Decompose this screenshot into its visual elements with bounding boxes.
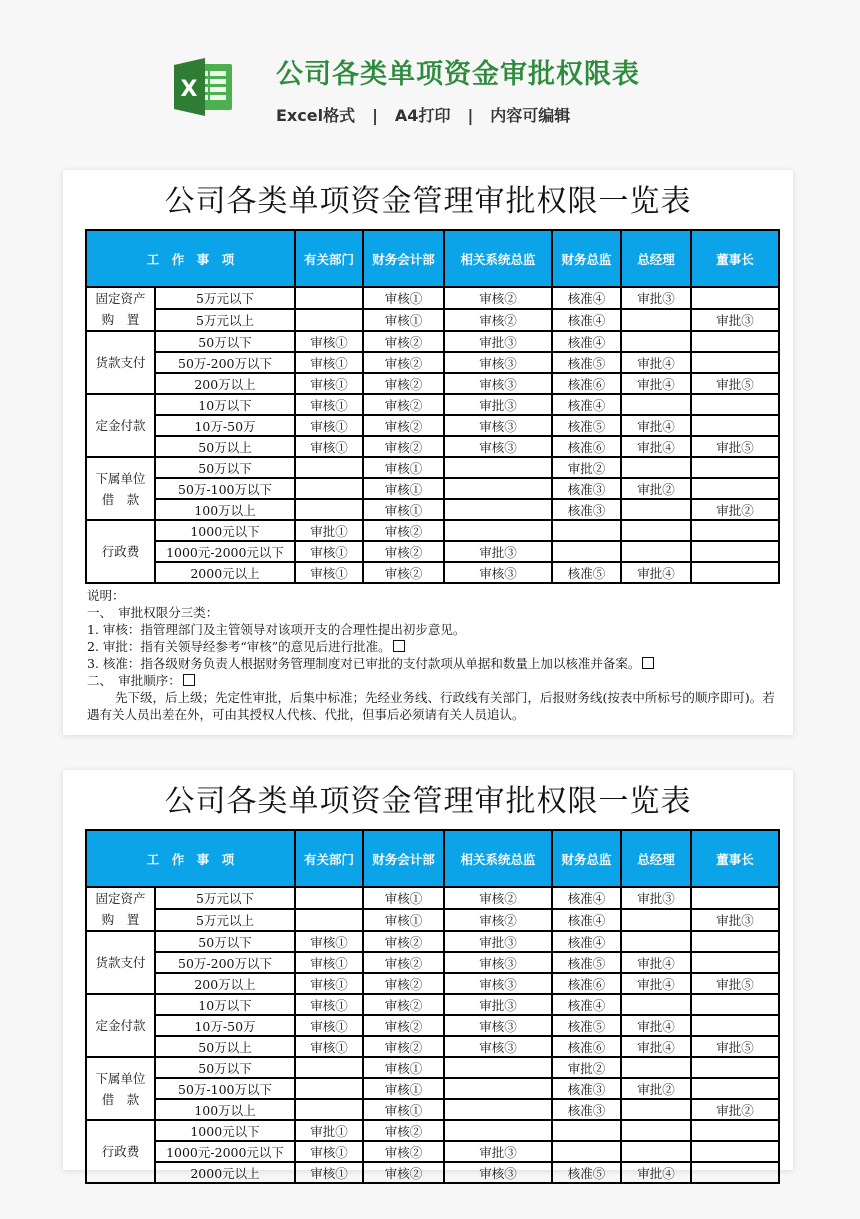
- approval-cell: [295, 1057, 363, 1078]
- column-header: 工 作 事 项: [86, 230, 295, 287]
- approval-cell: [444, 520, 552, 541]
- category-label: 行政费: [101, 1144, 140, 1159]
- table-row: [86, 520, 779, 541]
- checkbox-icon: [393, 640, 405, 652]
- column-header: 有关部门: [295, 230, 363, 287]
- approval-cell: 审核①: [363, 1099, 444, 1120]
- table-row: [86, 1141, 779, 1162]
- separator: |: [467, 106, 474, 125]
- category-label: 固定资产: [95, 291, 146, 306]
- notes-item-2-text: 2. 审批：指有关领导经参考“审核”的意见后进行批准。: [87, 639, 391, 654]
- approval-cell: [552, 541, 621, 562]
- header-row: [86, 830, 779, 887]
- approval-cell: 审核①: [363, 499, 444, 520]
- document-page-1: [63, 170, 793, 735]
- approval-cell: [295, 478, 363, 499]
- approval-cell: 审核③: [444, 352, 552, 373]
- approval-cell: 审批⑤: [691, 373, 779, 394]
- category-cell: [86, 394, 155, 457]
- approval-cell: 审核②: [363, 1120, 444, 1141]
- approval-cell: [295, 309, 363, 331]
- approval-cell: [691, 457, 779, 478]
- table-row: [86, 541, 779, 562]
- table-row: [86, 415, 779, 436]
- approval-cell: 核准③: [552, 1078, 621, 1099]
- approval-cell: 审批④: [621, 1162, 691, 1183]
- range-cell: 100万以上: [155, 499, 295, 520]
- table-row: [86, 457, 779, 478]
- approval-cell: [621, 457, 691, 478]
- notes-heading: 说明：: [87, 588, 125, 603]
- approval-cell: [621, 541, 691, 562]
- approval-cell: 审核②: [363, 520, 444, 541]
- approval-cell: 审核③: [444, 415, 552, 436]
- approval-cell: 审核③: [444, 1162, 552, 1183]
- approval-cell: [621, 1099, 691, 1120]
- approval-cell: [691, 541, 779, 562]
- approval-cell: [691, 1078, 779, 1099]
- category-label: 购 置: [101, 312, 140, 327]
- column-header: 董事长: [691, 230, 779, 287]
- table-row: [86, 394, 779, 415]
- table-row: [86, 931, 779, 952]
- column-header: 有关部门: [295, 830, 363, 887]
- approval-cell: [691, 287, 779, 309]
- approval-cell: 审核③: [444, 952, 552, 973]
- approval-cell: 核准④: [552, 931, 621, 952]
- table-row: [86, 973, 779, 994]
- range-cell: 2000元以上: [155, 1162, 295, 1183]
- badge-print: A4打印: [394, 106, 451, 125]
- approval-cell: 核准⑥: [552, 1036, 621, 1057]
- approval-cell: [621, 1141, 691, 1162]
- approval-cell: [691, 1057, 779, 1078]
- approval-cell: [295, 1078, 363, 1099]
- range-cell: 200万以上: [155, 973, 295, 994]
- approval-cell: [621, 331, 691, 352]
- approval-cell: 审核③: [444, 973, 552, 994]
- approval-cell: 核准⑤: [552, 952, 621, 973]
- approval-cell: [621, 1120, 691, 1141]
- approval-table: [85, 829, 780, 1184]
- approval-cell: [691, 1141, 779, 1162]
- range-cell: 2000元以上: [155, 562, 295, 583]
- approval-table: [85, 229, 780, 584]
- category-label: 借 款: [101, 491, 140, 507]
- notes-section-1: 一、 审批权限分三类：: [87, 605, 219, 620]
- range-cell: 1000元-2000元以下: [155, 541, 295, 562]
- range-cell: 10万-50万: [155, 1015, 295, 1036]
- category-cell: [86, 931, 155, 994]
- category-label: 定金付款: [95, 1018, 146, 1033]
- approval-cell: 审批③: [691, 909, 779, 931]
- approval-cell: 审核②: [444, 887, 552, 909]
- approval-cell: [691, 331, 779, 352]
- approval-cell: 核准④: [552, 309, 621, 331]
- approval-cell: 审核③: [444, 1015, 552, 1036]
- range-cell: 1000元以下: [155, 1120, 295, 1141]
- range-cell: 10万以下: [155, 994, 295, 1015]
- approval-cell: 审核①: [295, 331, 363, 352]
- approval-cell: [552, 520, 621, 541]
- table-row: [86, 909, 779, 931]
- table-row: [86, 1162, 779, 1183]
- approval-cell: 核准⑤: [552, 415, 621, 436]
- approval-cell: 审核②: [363, 415, 444, 436]
- range-cell: 5万元以下: [155, 887, 295, 909]
- range-cell: 100万以上: [155, 1099, 295, 1120]
- approval-cell: 核准④: [552, 909, 621, 931]
- approval-cell: 审核②: [363, 1141, 444, 1162]
- approval-cell: 审批③: [691, 309, 779, 331]
- table-row: [86, 887, 779, 909]
- range-cell: 50万以下: [155, 331, 295, 352]
- approval-cell: 核准③: [552, 478, 621, 499]
- approval-cell: 审核①: [295, 994, 363, 1015]
- document-title: 公司各类单项资金管理审批权限一览表: [164, 184, 692, 219]
- category-cell: [86, 1120, 155, 1183]
- approval-cell: 审核①: [295, 931, 363, 952]
- notes-item-3-text: 3. 核准：指各级财务负责人根据财务管理制度对已审批的支付款项从单据和数量上加以核准并备案。: [87, 656, 641, 671]
- approval-cell: 审批③: [444, 994, 552, 1015]
- approval-cell: 审核③: [444, 436, 552, 457]
- approval-cell: 审核①: [363, 909, 444, 931]
- approval-cell: 核准④: [552, 887, 621, 909]
- approval-cell: 审核②: [363, 1036, 444, 1057]
- banner-title: 公司各类单项资金审批权限表: [276, 59, 640, 90]
- range-cell: 50万以下: [155, 457, 295, 478]
- table-row: [86, 499, 779, 520]
- category-label: 行政费: [101, 544, 140, 559]
- table-row: [86, 1057, 779, 1078]
- table-row: [86, 562, 779, 583]
- approval-cell: 审批③: [444, 394, 552, 415]
- approval-cell: 审核①: [295, 415, 363, 436]
- approval-cell: 审核①: [295, 1015, 363, 1036]
- approval-cell: 核准⑤: [552, 352, 621, 373]
- banner: [0, 0, 860, 150]
- approval-cell: 审核②: [363, 1015, 444, 1036]
- approval-cell: [295, 887, 363, 909]
- approval-cell: 审核②: [363, 1162, 444, 1183]
- approval-cell: 审批②: [691, 499, 779, 520]
- approval-cell: 核准⑥: [552, 436, 621, 457]
- approval-cell: 审核①: [363, 287, 444, 309]
- approval-cell: [621, 994, 691, 1015]
- approval-cell: 审核②: [444, 309, 552, 331]
- checkbox-icon: [183, 674, 195, 686]
- range-cell: 200万以上: [155, 373, 295, 394]
- header-row: [86, 230, 779, 287]
- notes-section-2-text: 二、 审批顺序：: [87, 673, 181, 688]
- document-page-2: [63, 770, 793, 1181]
- notes-item-3: [87, 655, 777, 672]
- approval-cell: [295, 1099, 363, 1120]
- category-label: 借 款: [101, 1091, 140, 1107]
- notes-item-2: [87, 638, 777, 655]
- column-header: 财务会计部: [363, 230, 444, 287]
- approval-cell: 审批④: [621, 973, 691, 994]
- table-row: [86, 331, 779, 352]
- range-cell: 5万元以上: [155, 309, 295, 331]
- approval-cell: 审核②: [363, 931, 444, 952]
- approval-cell: 审核①: [363, 309, 444, 331]
- category-cell: [86, 331, 155, 394]
- approval-cell: [621, 499, 691, 520]
- approval-cell: 核准⑤: [552, 562, 621, 583]
- approval-cell: 审核①: [295, 436, 363, 457]
- table-row: [86, 1078, 779, 1099]
- approval-cell: 审批②: [621, 478, 691, 499]
- approval-cell: [552, 1120, 621, 1141]
- table-row: [86, 1036, 779, 1057]
- range-cell: 50万以上: [155, 436, 295, 457]
- approval-cell: [691, 931, 779, 952]
- notes: [87, 587, 777, 723]
- approval-cell: 审批③: [444, 931, 552, 952]
- approval-cell: [621, 394, 691, 415]
- category-label: 下属单位: [95, 470, 146, 486]
- approval-cell: [444, 1057, 552, 1078]
- approval-cell: 审核①: [295, 562, 363, 583]
- category-label: 固定资产: [95, 891, 146, 906]
- approval-cell: 审核②: [444, 909, 552, 931]
- approval-cell: 审批③: [444, 1141, 552, 1162]
- approval-cell: [444, 1099, 552, 1120]
- badge-editable: 内容可编辑: [490, 106, 571, 125]
- category-cell: [86, 287, 155, 331]
- approval-cell: 审核①: [295, 541, 363, 562]
- approval-cell: 核准④: [552, 994, 621, 1015]
- approval-cell: 审核②: [363, 973, 444, 994]
- approval-cell: [621, 909, 691, 931]
- approval-cell: 核准⑤: [552, 1162, 621, 1183]
- approval-cell: [621, 309, 691, 331]
- approval-cell: [691, 478, 779, 499]
- approval-cell: 审批④: [621, 1036, 691, 1057]
- range-cell: 10万以下: [155, 394, 295, 415]
- checkbox-icon: [642, 657, 654, 669]
- approval-cell: [444, 1078, 552, 1099]
- approval-cell: 审批①: [295, 1120, 363, 1141]
- approval-cell: 审批③: [444, 331, 552, 352]
- range-cell: 50万以下: [155, 931, 295, 952]
- approval-cell: [552, 1141, 621, 1162]
- notes-paragraph: 先下级，后上级；先定性审批，后集中标准；先经业务线、行政线有关部门，后报财务线(按表中所标号的顺序即可)。若遇有关人员出差在外，可由其授权人代核、代批，但事后必须请有关人员追认。: [87, 690, 775, 722]
- table-row: [86, 994, 779, 1015]
- table-row: [86, 952, 779, 973]
- approval-cell: 审核①: [295, 352, 363, 373]
- category-cell: [86, 887, 155, 931]
- category-label: 货款支付: [95, 955, 146, 970]
- approval-cell: [691, 562, 779, 583]
- approval-cell: 核准⑥: [552, 373, 621, 394]
- approval-cell: 审核②: [363, 541, 444, 562]
- approval-cell: 审核①: [295, 373, 363, 394]
- approval-cell: [444, 1120, 552, 1141]
- approval-cell: 审核①: [295, 952, 363, 973]
- approval-cell: [691, 352, 779, 373]
- range-cell: 50万-100万以下: [155, 478, 295, 499]
- approval-cell: 审核②: [363, 352, 444, 373]
- category-label: 下属单位: [95, 1070, 146, 1086]
- approval-cell: 审核②: [363, 331, 444, 352]
- approval-cell: 审核①: [363, 457, 444, 478]
- approval-cell: 审核②: [444, 287, 552, 309]
- column-header: 总经理: [621, 230, 691, 287]
- approval-cell: [295, 499, 363, 520]
- approval-cell: 审批③: [621, 887, 691, 909]
- approval-cell: 审批⑤: [691, 1036, 779, 1057]
- approval-cell: 审批⑤: [691, 436, 779, 457]
- approval-cell: [691, 952, 779, 973]
- approval-cell: 审批④: [621, 352, 691, 373]
- category-label: 定金付款: [95, 418, 146, 433]
- approval-cell: [691, 415, 779, 436]
- table-row: [86, 287, 779, 309]
- approval-cell: [691, 1162, 779, 1183]
- category-cell: [86, 457, 155, 520]
- range-cell: 5万元以上: [155, 909, 295, 931]
- banner-badges: [276, 103, 570, 126]
- approval-cell: 审批②: [552, 1057, 621, 1078]
- range-cell: 50万以上: [155, 1036, 295, 1057]
- approval-cell: 审批④: [621, 562, 691, 583]
- approval-cell: 审批③: [444, 541, 552, 562]
- approval-cell: 审批④: [621, 415, 691, 436]
- approval-cell: 审批④: [621, 952, 691, 973]
- approval-cell: 审批④: [621, 373, 691, 394]
- table-row: [86, 352, 779, 373]
- approval-cell: 审批④: [621, 1015, 691, 1036]
- range-cell: 50万-100万以下: [155, 1078, 295, 1099]
- approval-cell: 核准⑥: [552, 973, 621, 994]
- approval-cell: [691, 887, 779, 909]
- approval-cell: 审批①: [295, 520, 363, 541]
- range-cell: 1000元-2000元以下: [155, 1141, 295, 1162]
- approval-cell: [295, 909, 363, 931]
- approval-cell: [621, 520, 691, 541]
- approval-cell: 审批②: [552, 457, 621, 478]
- approval-cell: 审核②: [363, 562, 444, 583]
- approval-cell: [691, 994, 779, 1015]
- approval-cell: [295, 287, 363, 309]
- approval-cell: 审核②: [363, 952, 444, 973]
- excel-icon: [172, 56, 234, 118]
- approval-cell: 核准③: [552, 499, 621, 520]
- table-row: [86, 436, 779, 457]
- column-header: 总经理: [621, 830, 691, 887]
- table-row: [86, 373, 779, 394]
- column-header: 相关系统总监: [444, 230, 552, 287]
- category-label: 购 置: [101, 912, 140, 927]
- approval-cell: [295, 457, 363, 478]
- approval-cell: 审核①: [363, 887, 444, 909]
- approval-cell: 审批⑤: [691, 973, 779, 994]
- range-cell: 50万-200万以下: [155, 952, 295, 973]
- document-title: 公司各类单项资金管理审批权限一览表: [164, 784, 692, 819]
- approval-cell: [691, 394, 779, 415]
- column-header: 财务总监: [552, 230, 621, 287]
- table-row: [86, 1099, 779, 1120]
- notes-section-2: [87, 672, 777, 689]
- approval-cell: 审核①: [363, 1078, 444, 1099]
- approval-cell: 审批③: [621, 287, 691, 309]
- approval-cell: 审批④: [621, 436, 691, 457]
- table-row: [86, 1120, 779, 1141]
- approval-cell: 核准④: [552, 394, 621, 415]
- separator: |: [372, 106, 378, 125]
- range-cell: 50万以下: [155, 1057, 295, 1078]
- column-header: 工 作 事 项: [86, 830, 295, 887]
- svg-text:X: X: [180, 77, 198, 102]
- range-cell: 1000元以下: [155, 520, 295, 541]
- approval-cell: 核准③: [552, 1099, 621, 1120]
- column-header: 财务会计部: [363, 830, 444, 887]
- column-header: 董事长: [691, 830, 779, 887]
- range-cell: 10万-50万: [155, 415, 295, 436]
- approval-cell: 审核③: [444, 562, 552, 583]
- approval-cell: [691, 520, 779, 541]
- category-cell: [86, 520, 155, 583]
- notes-item-1: 1. 审核：指管理部门及主管领导对该项开支的合理性提出初步意见。: [87, 622, 466, 637]
- approval-cell: [444, 499, 552, 520]
- approval-cell: [621, 931, 691, 952]
- approval-cell: 审核②: [363, 373, 444, 394]
- approval-cell: 审核③: [444, 373, 552, 394]
- approval-cell: [691, 1015, 779, 1036]
- approval-cell: 审核①: [295, 973, 363, 994]
- approval-cell: 审核①: [295, 394, 363, 415]
- approval-cell: [621, 1057, 691, 1078]
- approval-cell: 核准④: [552, 331, 621, 352]
- category-label: 货款支付: [95, 355, 146, 370]
- approval-cell: 审核②: [363, 394, 444, 415]
- approval-cell: 审核①: [363, 478, 444, 499]
- approval-cell: 审核①: [295, 1141, 363, 1162]
- badge-format: Excel格式: [276, 106, 356, 125]
- approval-cell: 审核③: [444, 1036, 552, 1057]
- approval-cell: 审核②: [363, 994, 444, 1015]
- approval-cell: 审核①: [295, 1162, 363, 1183]
- range-cell: 50万-200万以下: [155, 352, 295, 373]
- approval-cell: [444, 478, 552, 499]
- category-cell: [86, 994, 155, 1057]
- column-header: 财务总监: [552, 830, 621, 887]
- approval-cell: [444, 457, 552, 478]
- approval-cell: 审核②: [363, 436, 444, 457]
- approval-cell: 核准⑤: [552, 1015, 621, 1036]
- column-header: 相关系统总监: [444, 830, 552, 887]
- category-cell: [86, 1057, 155, 1120]
- approval-cell: 审核①: [363, 1057, 444, 1078]
- approval-cell: 核准④: [552, 287, 621, 309]
- approval-cell: [691, 1120, 779, 1141]
- table-row: [86, 478, 779, 499]
- table-row: [86, 309, 779, 331]
- table-row: [86, 1015, 779, 1036]
- approval-cell: 审核①: [295, 1036, 363, 1057]
- approval-cell: 审批②: [691, 1099, 779, 1120]
- range-cell: 5万元以下: [155, 287, 295, 309]
- approval-cell: 审批②: [621, 1078, 691, 1099]
